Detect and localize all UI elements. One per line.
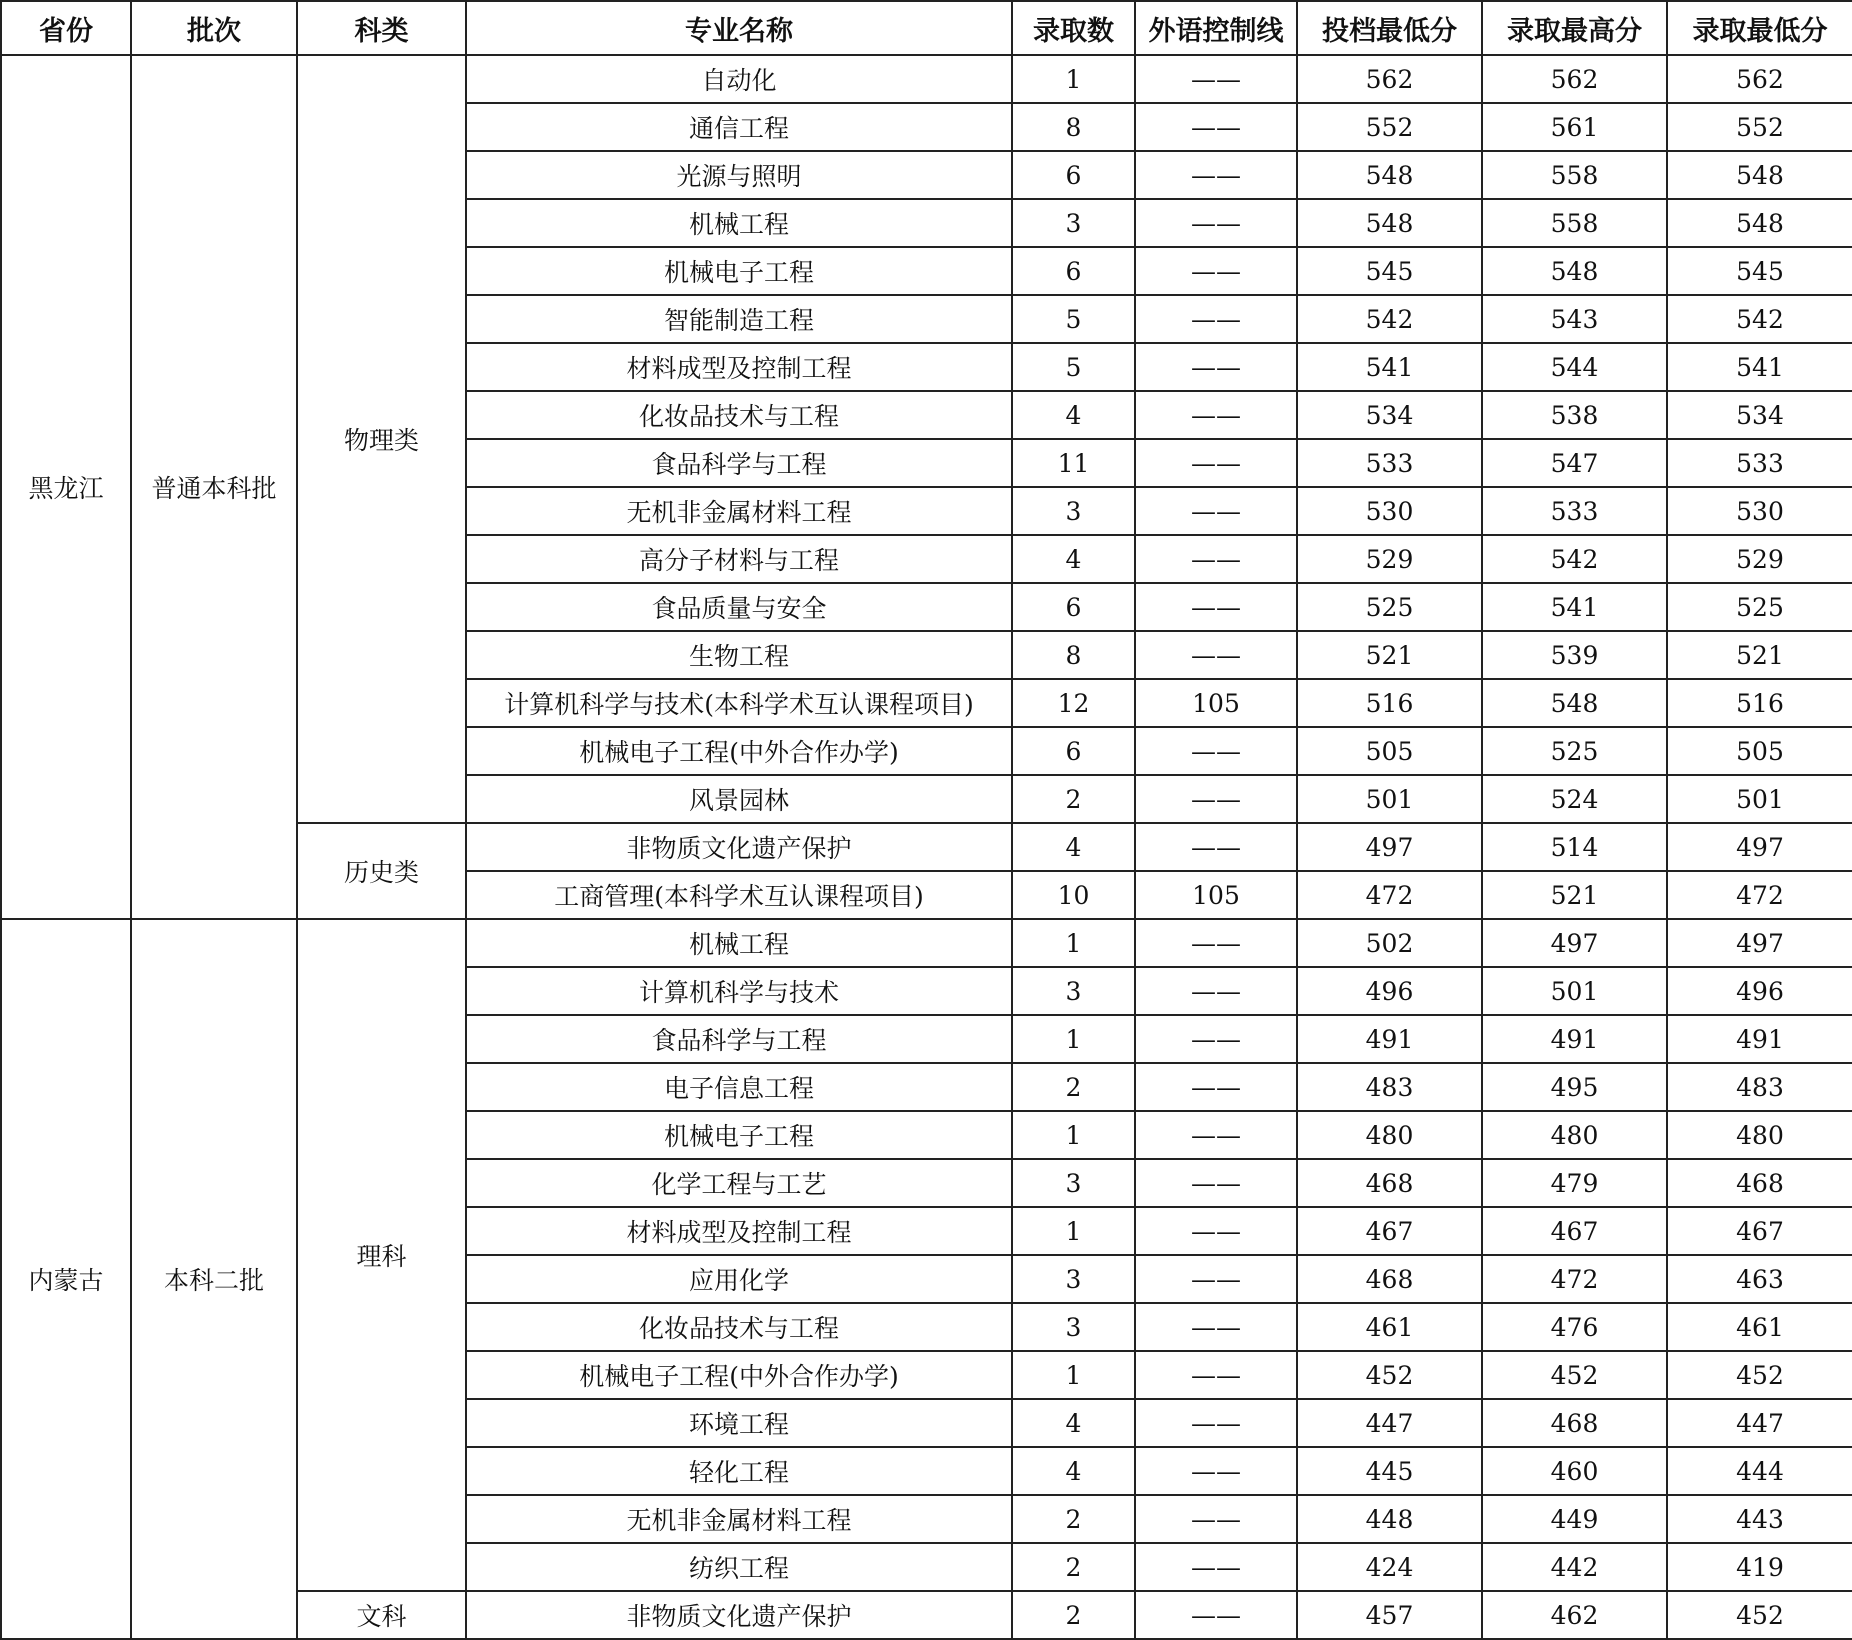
lang-line-cell: —— — [1135, 631, 1297, 679]
min-admit-score-cell: 491 — [1667, 1015, 1852, 1063]
min-file-score-cell: 545 — [1297, 247, 1482, 295]
count-cell: 1 — [1012, 1111, 1135, 1159]
lang-line-cell: —— — [1135, 1111, 1297, 1159]
min-admit-score-cell: 447 — [1667, 1399, 1852, 1447]
count-cell: 6 — [1012, 151, 1135, 199]
count-cell: 11 — [1012, 439, 1135, 487]
major-cell: 轻化工程 — [466, 1447, 1012, 1495]
min-file-score-cell: 501 — [1297, 775, 1482, 823]
max-admit-score-cell: 501 — [1482, 967, 1667, 1015]
lang-line-cell: —— — [1135, 967, 1297, 1015]
min-file-score-cell: 530 — [1297, 487, 1482, 535]
count-cell: 6 — [1012, 583, 1135, 631]
major-cell: 机械工程 — [466, 199, 1012, 247]
min-admit-score-cell: 463 — [1667, 1255, 1852, 1303]
col-header-lang-line: 外语控制线 — [1135, 1, 1297, 55]
major-cell: 非物质文化遗产保护 — [466, 1591, 1012, 1639]
major-cell: 化妆品技术与工程 — [466, 1303, 1012, 1351]
min-file-score-cell: 452 — [1297, 1351, 1482, 1399]
min-admit-score-cell: 542 — [1667, 295, 1852, 343]
min-admit-score-cell: 529 — [1667, 535, 1852, 583]
min-file-score-cell: 548 — [1297, 199, 1482, 247]
category-cell: 物理类 — [297, 55, 466, 823]
major-cell: 机械电子工程 — [466, 1111, 1012, 1159]
min-admit-score-cell: 452 — [1667, 1591, 1852, 1639]
count-cell: 2 — [1012, 1063, 1135, 1111]
lang-line-cell: —— — [1135, 1495, 1297, 1543]
max-admit-score-cell: 479 — [1482, 1159, 1667, 1207]
count-cell: 5 — [1012, 343, 1135, 391]
min-file-score-cell: 562 — [1297, 55, 1482, 103]
max-admit-score-cell: 544 — [1482, 343, 1667, 391]
min-file-score-cell: 502 — [1297, 919, 1482, 967]
max-admit-score-cell: 452 — [1482, 1351, 1667, 1399]
max-admit-score-cell: 558 — [1482, 199, 1667, 247]
min-admit-score-cell: 552 — [1667, 103, 1852, 151]
max-admit-score-cell: 543 — [1482, 295, 1667, 343]
col-header-count: 录取数 — [1012, 1, 1135, 55]
lang-line-cell: —— — [1135, 439, 1297, 487]
min-admit-score-cell: 505 — [1667, 727, 1852, 775]
count-cell: 3 — [1012, 967, 1135, 1015]
min-admit-score-cell: 452 — [1667, 1351, 1852, 1399]
count-cell: 6 — [1012, 247, 1135, 295]
min-file-score-cell: 461 — [1297, 1303, 1482, 1351]
min-file-score-cell: 533 — [1297, 439, 1482, 487]
min-admit-score-cell: 467 — [1667, 1207, 1852, 1255]
lang-line-cell: —— — [1135, 1399, 1297, 1447]
min-file-score-cell: 521 — [1297, 631, 1482, 679]
province-cell: 黑龙江 — [1, 55, 131, 919]
count-cell: 8 — [1012, 103, 1135, 151]
lang-line-cell: —— — [1135, 583, 1297, 631]
major-cell: 高分子材料与工程 — [466, 535, 1012, 583]
min-admit-score-cell: 541 — [1667, 343, 1852, 391]
major-cell: 计算机科学与技术 — [466, 967, 1012, 1015]
major-cell: 非物质文化遗产保护 — [466, 823, 1012, 871]
min-file-score-cell: 525 — [1297, 583, 1482, 631]
header-row — [1, 1, 1852, 55]
table-row — [1, 55, 1852, 103]
count-cell: 2 — [1012, 1495, 1135, 1543]
count-cell: 8 — [1012, 631, 1135, 679]
lang-line-cell: —— — [1135, 1015, 1297, 1063]
max-admit-score-cell: 467 — [1482, 1207, 1667, 1255]
count-cell: 3 — [1012, 487, 1135, 535]
lang-line-cell: —— — [1135, 151, 1297, 199]
lang-line-cell: —— — [1135, 775, 1297, 823]
min-admit-score-cell: 444 — [1667, 1447, 1852, 1495]
lang-line-cell: —— — [1135, 1303, 1297, 1351]
major-cell: 食品科学与工程 — [466, 439, 1012, 487]
major-cell: 化妆品技术与工程 — [466, 391, 1012, 439]
lang-line-cell: —— — [1135, 343, 1297, 391]
category-cell: 历史类 — [297, 823, 466, 919]
lang-line-cell: —— — [1135, 1351, 1297, 1399]
max-admit-score-cell: 497 — [1482, 919, 1667, 967]
max-admit-score-cell: 442 — [1482, 1543, 1667, 1591]
min-admit-score-cell: 497 — [1667, 823, 1852, 871]
min-admit-score-cell: 443 — [1667, 1495, 1852, 1543]
major-cell: 无机非金属材料工程 — [466, 1495, 1012, 1543]
max-admit-score-cell: 521 — [1482, 871, 1667, 919]
count-cell: 4 — [1012, 1447, 1135, 1495]
max-admit-score-cell: 541 — [1482, 583, 1667, 631]
min-file-score-cell: 548 — [1297, 151, 1482, 199]
max-admit-score-cell: 449 — [1482, 1495, 1667, 1543]
max-admit-score-cell: 468 — [1482, 1399, 1667, 1447]
batch-cell: 普通本科批 — [131, 55, 297, 919]
major-cell: 自动化 — [466, 55, 1012, 103]
count-cell: 2 — [1012, 1543, 1135, 1591]
count-cell: 6 — [1012, 727, 1135, 775]
lang-line-cell: —— — [1135, 1543, 1297, 1591]
min-file-score-cell: 541 — [1297, 343, 1482, 391]
lang-line-cell: —— — [1135, 919, 1297, 967]
lang-line-cell: —— — [1135, 1159, 1297, 1207]
min-file-score-cell: 424 — [1297, 1543, 1482, 1591]
min-file-score-cell: 496 — [1297, 967, 1482, 1015]
count-cell: 2 — [1012, 775, 1135, 823]
major-cell: 机械电子工程(中外合作办学) — [466, 1351, 1012, 1399]
max-admit-score-cell: 548 — [1482, 679, 1667, 727]
col-header-min-file: 投档最低分 — [1297, 1, 1482, 55]
min-admit-score-cell: 496 — [1667, 967, 1852, 1015]
major-cell: 化学工程与工艺 — [466, 1159, 1012, 1207]
count-cell: 10 — [1012, 871, 1135, 919]
min-file-score-cell: 516 — [1297, 679, 1482, 727]
major-cell: 机械电子工程(中外合作办学) — [466, 727, 1012, 775]
count-cell: 1 — [1012, 1015, 1135, 1063]
min-admit-score-cell: 530 — [1667, 487, 1852, 535]
min-admit-score-cell: 516 — [1667, 679, 1852, 727]
major-cell: 通信工程 — [466, 103, 1012, 151]
count-cell: 3 — [1012, 1255, 1135, 1303]
count-cell: 3 — [1012, 199, 1135, 247]
min-file-score-cell: 505 — [1297, 727, 1482, 775]
lang-line-cell: —— — [1135, 1255, 1297, 1303]
max-admit-score-cell: 476 — [1482, 1303, 1667, 1351]
lang-line-cell: 105 — [1135, 871, 1297, 919]
major-cell: 无机非金属材料工程 — [466, 487, 1012, 535]
major-cell: 电子信息工程 — [466, 1063, 1012, 1111]
major-cell: 应用化学 — [466, 1255, 1012, 1303]
lang-line-cell: —— — [1135, 535, 1297, 583]
max-admit-score-cell: 561 — [1482, 103, 1667, 151]
min-file-score-cell: 552 — [1297, 103, 1482, 151]
max-admit-score-cell: 562 — [1482, 55, 1667, 103]
min-file-score-cell: 534 — [1297, 391, 1482, 439]
major-cell: 光源与照明 — [466, 151, 1012, 199]
max-admit-score-cell: 542 — [1482, 535, 1667, 583]
count-cell: 4 — [1012, 391, 1135, 439]
batch-cell: 本科二批 — [131, 919, 297, 1639]
max-admit-score-cell: 495 — [1482, 1063, 1667, 1111]
min-admit-score-cell: 533 — [1667, 439, 1852, 487]
major-cell: 材料成型及控制工程 — [466, 343, 1012, 391]
col-header-province: 省份 — [1, 1, 131, 55]
lang-line-cell: 105 — [1135, 679, 1297, 727]
max-admit-score-cell: 491 — [1482, 1015, 1667, 1063]
count-cell: 5 — [1012, 295, 1135, 343]
min-admit-score-cell: 483 — [1667, 1063, 1852, 1111]
max-admit-score-cell: 538 — [1482, 391, 1667, 439]
count-cell: 3 — [1012, 1159, 1135, 1207]
max-admit-score-cell: 462 — [1482, 1591, 1667, 1639]
min-file-score-cell: 467 — [1297, 1207, 1482, 1255]
major-cell: 纺织工程 — [466, 1543, 1012, 1591]
lang-line-cell: —— — [1135, 727, 1297, 775]
min-admit-score-cell: 501 — [1667, 775, 1852, 823]
min-admit-score-cell: 419 — [1667, 1543, 1852, 1591]
min-admit-score-cell: 497 — [1667, 919, 1852, 967]
col-header-major: 专业名称 — [466, 1, 1012, 55]
major-cell: 机械电子工程 — [466, 247, 1012, 295]
lang-line-cell: —— — [1135, 1591, 1297, 1639]
count-cell: 12 — [1012, 679, 1135, 727]
lang-line-cell: —— — [1135, 103, 1297, 151]
lang-line-cell: —— — [1135, 823, 1297, 871]
province-cell: 内蒙古 — [1, 919, 131, 1639]
min-admit-score-cell: 525 — [1667, 583, 1852, 631]
min-file-score-cell: 447 — [1297, 1399, 1482, 1447]
min-file-score-cell: 497 — [1297, 823, 1482, 871]
min-file-score-cell: 480 — [1297, 1111, 1482, 1159]
min-file-score-cell: 468 — [1297, 1159, 1482, 1207]
major-cell: 计算机科学与技术(本科学术互认课程项目) — [466, 679, 1012, 727]
min-file-score-cell: 529 — [1297, 535, 1482, 583]
max-admit-score-cell: 472 — [1482, 1255, 1667, 1303]
lang-line-cell: —— — [1135, 55, 1297, 103]
min-admit-score-cell: 562 — [1667, 55, 1852, 103]
max-admit-score-cell: 514 — [1482, 823, 1667, 871]
min-file-score-cell: 542 — [1297, 295, 1482, 343]
min-admit-score-cell: 548 — [1667, 199, 1852, 247]
min-admit-score-cell: 472 — [1667, 871, 1852, 919]
table-header — [1, 1, 1852, 55]
table-row — [1, 919, 1852, 967]
major-cell: 食品科学与工程 — [466, 1015, 1012, 1063]
lang-line-cell: —— — [1135, 295, 1297, 343]
major-cell: 机械工程 — [466, 919, 1012, 967]
major-cell: 生物工程 — [466, 631, 1012, 679]
count-cell: 1 — [1012, 919, 1135, 967]
min-file-score-cell: 445 — [1297, 1447, 1482, 1495]
major-cell: 风景园林 — [466, 775, 1012, 823]
lang-line-cell: —— — [1135, 247, 1297, 295]
max-admit-score-cell: 547 — [1482, 439, 1667, 487]
count-cell: 4 — [1012, 1399, 1135, 1447]
min-admit-score-cell: 480 — [1667, 1111, 1852, 1159]
category-cell: 理科 — [297, 919, 466, 1591]
lang-line-cell: —— — [1135, 199, 1297, 247]
min-file-score-cell: 491 — [1297, 1015, 1482, 1063]
col-header-batch: 批次 — [131, 1, 297, 55]
min-admit-score-cell: 534 — [1667, 391, 1852, 439]
count-cell: 1 — [1012, 1207, 1135, 1255]
max-admit-score-cell: 480 — [1482, 1111, 1667, 1159]
major-cell: 材料成型及控制工程 — [466, 1207, 1012, 1255]
min-file-score-cell: 483 — [1297, 1063, 1482, 1111]
count-cell: 4 — [1012, 535, 1135, 583]
count-cell: 1 — [1012, 1351, 1135, 1399]
major-cell: 工商管理(本科学术互认课程项目) — [466, 871, 1012, 919]
count-cell: 3 — [1012, 1303, 1135, 1351]
col-header-category: 科类 — [297, 1, 466, 55]
count-cell: 4 — [1012, 823, 1135, 871]
min-admit-score-cell: 548 — [1667, 151, 1852, 199]
max-admit-score-cell: 548 — [1482, 247, 1667, 295]
max-admit-score-cell: 533 — [1482, 487, 1667, 535]
lang-line-cell: —— — [1135, 487, 1297, 535]
max-admit-score-cell: 460 — [1482, 1447, 1667, 1495]
col-header-min-admit: 录取最低分 — [1667, 1, 1852, 55]
min-admit-score-cell: 545 — [1667, 247, 1852, 295]
col-header-max-admit: 录取最高分 — [1482, 1, 1667, 55]
count-cell: 2 — [1012, 1591, 1135, 1639]
max-admit-score-cell: 525 — [1482, 727, 1667, 775]
max-admit-score-cell: 524 — [1482, 775, 1667, 823]
major-cell: 智能制造工程 — [466, 295, 1012, 343]
lang-line-cell: —— — [1135, 1063, 1297, 1111]
min-admit-score-cell: 461 — [1667, 1303, 1852, 1351]
lang-line-cell: —— — [1135, 1447, 1297, 1495]
min-file-score-cell: 457 — [1297, 1591, 1482, 1639]
lang-line-cell: —— — [1135, 1207, 1297, 1255]
min-file-score-cell: 448 — [1297, 1495, 1482, 1543]
table-body — [1, 55, 1852, 1639]
min-admit-score-cell: 468 — [1667, 1159, 1852, 1207]
count-cell: 1 — [1012, 55, 1135, 103]
lang-line-cell: —— — [1135, 391, 1297, 439]
category-cell: 文科 — [297, 1591, 466, 1639]
max-admit-score-cell: 539 — [1482, 631, 1667, 679]
major-cell: 环境工程 — [466, 1399, 1012, 1447]
major-cell: 食品质量与安全 — [466, 583, 1012, 631]
min-file-score-cell: 468 — [1297, 1255, 1482, 1303]
min-admit-score-cell: 521 — [1667, 631, 1852, 679]
min-file-score-cell: 472 — [1297, 871, 1482, 919]
max-admit-score-cell: 558 — [1482, 151, 1667, 199]
